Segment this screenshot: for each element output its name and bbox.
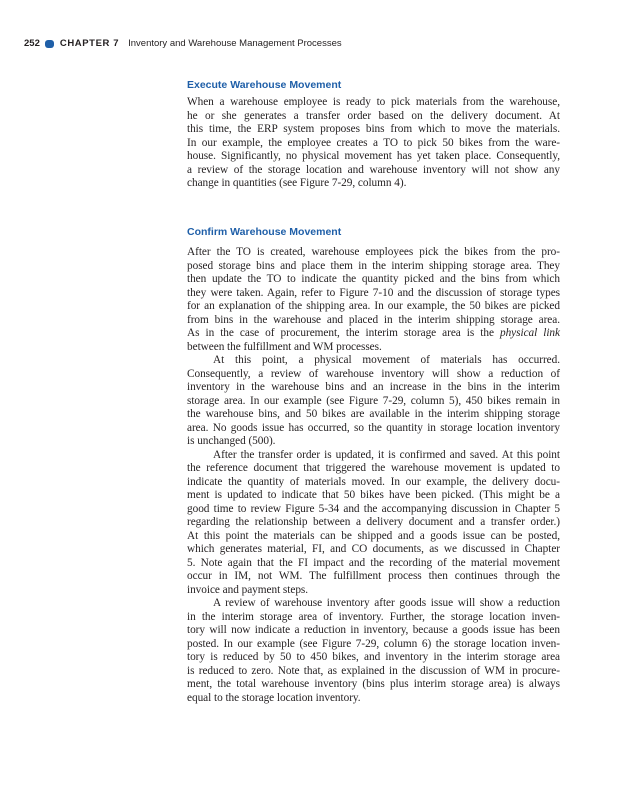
text-line: change in quantities (see Figure 7-29, column 4). <box>187 177 407 189</box>
text-line: posed storage bins and place them in the interim shipping storage area. They <box>187 259 560 272</box>
text-line: ment, the total warehouse inventory (bins plus interim storage area) is always <box>187 678 560 690</box>
text-line: equal to the storage location inventory. <box>187 691 361 704</box>
text-line: After the TO is created, warehouse employees pick the bikes from the pro- <box>187 246 560 258</box>
text-line: A review of warehouse inventory after goods issue will show a reduction <box>213 597 560 609</box>
paragraph <box>187 96 560 191</box>
page-number: 252 <box>24 38 40 49</box>
text-line: storage area. In our example (see Figure 7-29, column 5), 450 bikes remain in <box>187 394 560 407</box>
text-line: invoice and payment steps. <box>187 583 309 596</box>
text-line: the reference document that triggered the warehouse movement is updated to <box>187 462 560 474</box>
text-line: house. Significantly, no physical movement has yet taken place. Consequently, <box>187 150 560 162</box>
text-line: he or she generates a transfer order based on the delivery document. At <box>187 109 560 122</box>
text-line: good time to review Figure 5-34 and the accompanying discussion in Chapter 5 <box>187 502 560 515</box>
text-line: tory is reduced by 50 to 450 bikes, and inventory in the interim storage area <box>187 651 560 663</box>
paragraph <box>187 449 560 598</box>
text-line: then update the TO to indicate the quantity picked and the bins from which <box>187 273 560 285</box>
section-body <box>187 96 560 191</box>
text-line: which generates material, FI, and CO documents, as we discussed in Chapter <box>187 543 560 555</box>
chapter-bullet-icon <box>45 40 54 48</box>
paragraph <box>187 354 560 449</box>
text-line: from bins in the warehouse and placed in the interim shipping storage area. <box>187 313 560 326</box>
section-heading: Confirm Warehouse Movement <box>187 226 342 238</box>
text-line: the warehouse bins, and 50 bikes are available in the interim shipping storage <box>187 408 560 420</box>
text-line: ment is updated to indicate that 50 bikes have been picked. (This might be a <box>187 489 560 501</box>
text-line: 5. Note again that the FI impact and the recording of the material movement <box>187 556 560 569</box>
text-line: After the transfer order is updated, it is confirmed and saved. At this point <box>213 448 560 461</box>
text-line: indicate the quantity of materials moved. In our example, the delivery docu- <box>187 475 560 488</box>
text-line: area. No goods issue has occurred, so the quantity in storage location inventory <box>187 421 560 434</box>
text-line: is unchanged (500). <box>187 435 276 447</box>
text-line: inventory in the warehouse bins and an increase in the bins in the interim <box>187 381 560 393</box>
text-line: In our example, the employee creates a TO to pick 50 bikes from the ware- <box>187 136 560 149</box>
italic-text: physical link <box>499 327 560 339</box>
text-segment: As in the case of procurement, the interim storage area is the <box>187 327 500 339</box>
chapter-label: CHAPTER 7 <box>59 38 120 49</box>
text-line: When a warehouse employee is ready to pick materials from the warehouse, <box>187 96 560 108</box>
text-line: posted. In our example (see Figure 7-29, column 6) the storage location inven- <box>187 637 560 650</box>
text-line: in the interim storage area of inventory. Further, the storage location inven- <box>187 610 560 623</box>
section-heading: Execute Warehouse Movement <box>187 79 342 91</box>
running-head <box>24 38 342 49</box>
section-body <box>187 246 560 705</box>
text-line: At this point, a physical movement of materials has occurred. <box>213 354 560 366</box>
text-line: for an explanation of the shipping area. In our example, the 50 bikes are picked <box>187 300 560 312</box>
paragraph <box>187 246 560 354</box>
text-line: Consequently, a review of warehouse inventory will show a reduction of <box>187 367 560 380</box>
text-line: a review of the storage location and warehouse inventory will not show any <box>187 163 560 176</box>
chapter-title: Inventory and Warehouse Management Processes <box>128 38 342 49</box>
text-line: regarding the relationship between a delivery document and a transfer order.) <box>187 516 560 528</box>
paragraph <box>187 597 560 705</box>
text-line: this time, the ERP system proposes bins from which to move the materials. <box>187 123 560 135</box>
text-line: is reduced to zero. Note that, as explained in the discussion of WM in procure- <box>187 664 560 677</box>
text-line: between the fulfillment and WM processes. <box>187 340 382 353</box>
text-line: tory will now indicate a reduction in inventory, because a goods issue has been <box>187 624 560 636</box>
text-line: At this point the materials can be shipped and a goods issue can be posted, <box>187 529 560 542</box>
text-line: they were taken. Again, refer to Figure 7-10 and the discussion of storage types <box>187 286 560 299</box>
text-line <box>187 327 560 341</box>
text-line: occur in IM, not WM. The fulfillment process then continues through the <box>187 570 560 582</box>
